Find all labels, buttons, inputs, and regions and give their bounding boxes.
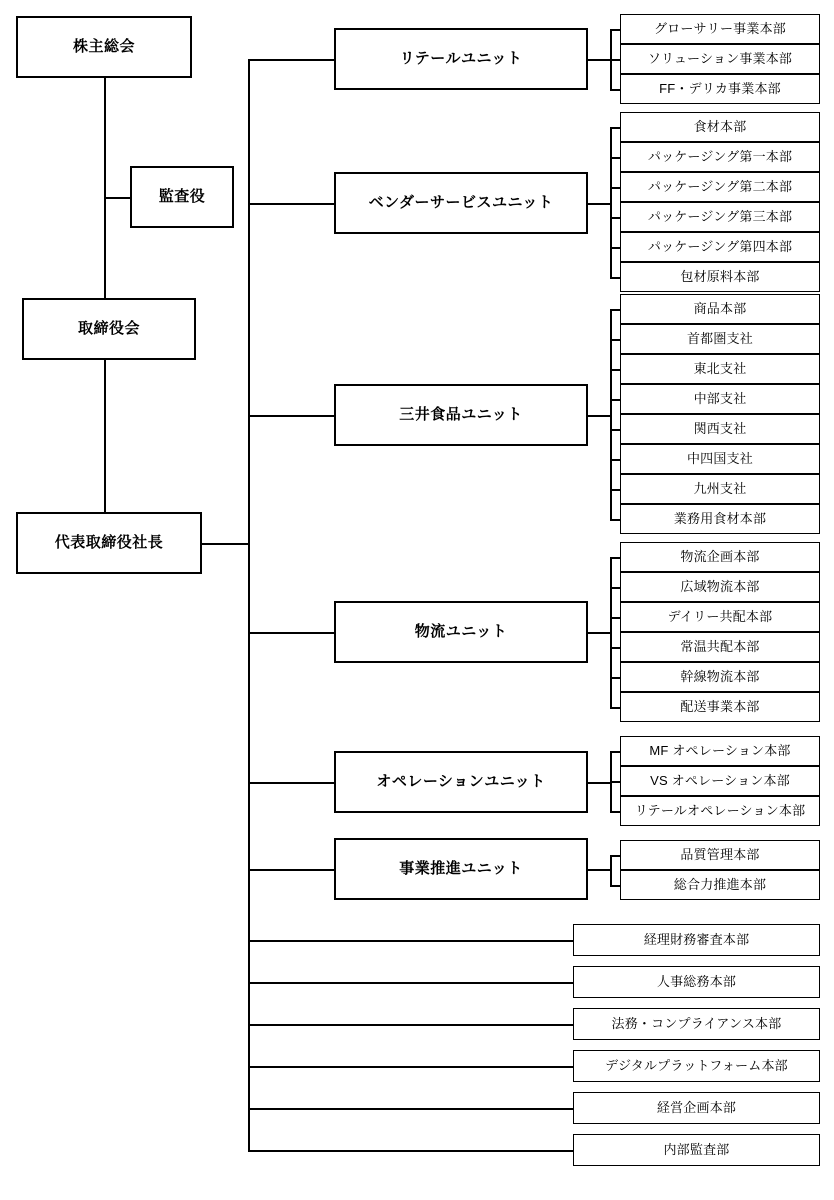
department-connector [248,1066,573,1068]
division-box: MF オペレーション本部 [620,736,820,766]
division-box: ソリューション事業本部 [620,44,820,74]
division-box: 関西支社 [620,414,820,444]
division-box: パッケージング第三本部 [620,202,820,232]
governance-box-president: 代表取締役社長 [16,512,202,574]
unit-box-logistics: 物流ユニット [334,601,588,663]
governance-box-shareholders: 株主総会 [16,16,192,78]
child-connector [610,127,620,129]
unit-box-mitsui-foods: 三井食品ユニット [334,384,588,446]
unit-connector [248,415,334,417]
unit-box-retail: リテールユニット [334,28,588,90]
child-connector [610,811,620,813]
division-box: グローサリー事業本部 [620,14,820,44]
department-box: 人事総務本部 [573,966,820,998]
child-connector [610,557,620,559]
department-connector [248,1150,573,1152]
child-connector [610,89,620,91]
unit-child-bus [610,855,612,885]
division-box: 包材原料本部 [620,262,820,292]
child-connector [610,247,620,249]
division-box: 総合力推進本部 [620,870,820,900]
division-box: 品質管理本部 [620,840,820,870]
child-connector [610,489,620,491]
child-connector [610,157,620,159]
division-box: パッケージング第四本部 [620,232,820,262]
department-connector [248,1024,573,1026]
division-box: デイリー共配本部 [620,602,820,632]
division-box: 配送事業本部 [620,692,820,722]
child-connector [610,277,620,279]
unit-child-stem [588,59,610,61]
unit-connector [248,782,334,784]
division-box: リテールオペレーション本部 [620,796,820,826]
child-connector [610,885,620,887]
division-box: VS オペレーション本部 [620,766,820,796]
division-box: 業務用食材本部 [620,504,820,534]
auditors-connector [104,197,130,199]
division-box: 物流企画本部 [620,542,820,572]
unit-child-stem [588,632,610,634]
department-box: 法務・コンプライアンス本部 [573,1008,820,1040]
child-connector [610,29,620,31]
department-box: 経営企画本部 [573,1092,820,1124]
unit-child-bus [610,309,612,519]
unit-box-vendor-service: ベンダーサービスユニット [334,172,588,234]
division-box: 常温共配本部 [620,632,820,662]
division-box: 広域物流本部 [620,572,820,602]
child-connector [610,429,620,431]
unit-connector [248,203,334,205]
division-box: パッケージング第二本部 [620,172,820,202]
child-connector [610,309,620,311]
child-connector [610,59,620,61]
department-connector [248,982,573,984]
division-box: 商品本部 [620,294,820,324]
department-box: 内部監査部 [573,1134,820,1166]
unit-box-business-promotion: 事業推進ユニット [334,838,588,900]
unit-connector [248,869,334,871]
unit-child-bus [610,127,612,277]
unit-child-stem [588,869,610,871]
child-connector [610,707,620,709]
unit-child-stem [588,203,610,205]
child-connector [610,751,620,753]
division-box: 首都圏支社 [620,324,820,354]
department-box: デジタルプラットフォーム本部 [573,1050,820,1082]
department-box: 経理財務審査本部 [573,924,820,956]
child-connector [610,399,620,401]
child-connector [610,339,620,341]
child-connector [610,587,620,589]
child-connector [610,617,620,619]
president-trunk [202,543,248,545]
unit-connector [248,632,334,634]
governance-box-board: 取締役会 [22,298,196,360]
child-connector [610,647,620,649]
unit-child-stem [588,415,610,417]
child-connector [610,781,620,783]
child-connector [610,855,620,857]
division-box: 中部支社 [620,384,820,414]
division-box: パッケージング第一本部 [620,142,820,172]
division-box: 東北支社 [620,354,820,384]
child-connector [610,519,620,521]
division-box: 九州支社 [620,474,820,504]
unit-child-bus [610,557,612,707]
governance-box-auditors: 監査役 [130,166,234,228]
division-box: 中四国支社 [620,444,820,474]
child-connector [610,369,620,371]
child-connector [610,459,620,461]
main-trunk [248,59,250,1150]
child-connector [610,187,620,189]
unit-child-stem [588,782,610,784]
child-connector [610,677,620,679]
division-box: 食材本部 [620,112,820,142]
unit-box-operation: オペレーションユニット [334,751,588,813]
division-box: 幹線物流本部 [620,662,820,692]
division-box: FF・デリカ事業本部 [620,74,820,104]
unit-connector [248,59,334,61]
child-connector [610,217,620,219]
department-connector [248,940,573,942]
department-connector [248,1108,573,1110]
